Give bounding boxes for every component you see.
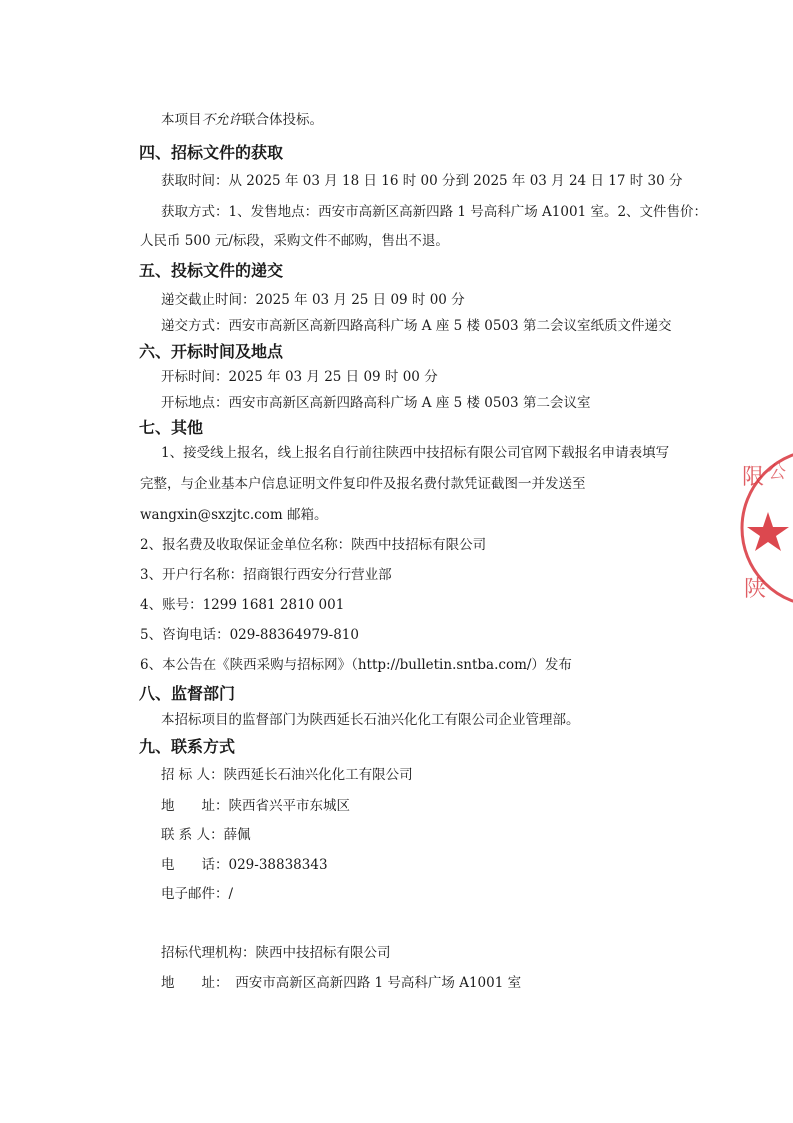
sec4-acquire-method-line2: 人民币 500 元/标段，采购文件不邮购，售出不退。 [140,233,449,249]
intro-post: 联合体投标。 [242,112,323,128]
intro-pre: 本项目 [161,112,202,128]
sec7-item1-line1: 1、接受线上报名，线上报名自行前往陕西中技招标有限公司官网下载报名申请表填写 [161,445,670,461]
section-6-heading: 六、开标时间及地点 [139,342,284,361]
intro-not-allowed: 不允许 [201,112,242,128]
section-5-heading: 五、投标文件的递交 [139,261,284,280]
sec9-agency: 招标代理机构：陕西中技招标有限公司 [161,945,391,961]
sec9-phone: 电 话：029-38838343 [161,857,328,873]
sec7-item3: 3、开户行名称：招商银行西安分行营业部 [140,567,392,583]
sec9-agency-address: 地 址： 西安市高新区高新四路 1 号高科广场 A1001 室 [161,975,522,991]
sec9-email: 电子邮件：/ [161,886,234,902]
sec5-deadline: 递交截止时间：2025 年 03 月 25 日 09 时 00 分 [161,292,465,308]
sec7-item5: 5、咨询电话：029-88364979-810 [140,627,359,643]
sec8-text: 本招标项目的监督部门为陕西延长石油兴化化工有限公司企业管理部。 [161,712,580,728]
sec4-acquire-method-line1: 获取方式：1、发售地点：西安市高新区高新四路 1 号高科广场 A1001 室。2、文件售价： [161,204,708,220]
section-4-heading: 四、招标文件的获取 [139,143,284,162]
section-9-heading: 九、联系方式 [139,737,236,756]
section-8-heading: 八、监督部门 [139,684,236,703]
sec6-open-place: 开标地点：西安市高新区高新四路高科广场 A 座 5 楼 0503 第二会议室 [161,395,591,411]
sec7-item4: 4、账号：1299 1681 2810 001 [140,597,345,613]
intro-line [161,111,323,129]
sec7-item2: 2、报名费及收取保证金单位名称：陕西中技招标有限公司 [140,537,487,553]
svg-text:公: 公 [768,462,786,483]
sec7-item6: 6、本公告在《陕西采购与招标网》（http://bulletin.sntba.com/）发布 [140,657,572,673]
svg-text:限: 限 [742,465,765,490]
section-7-heading: 七、其他 [139,418,204,437]
sec9-address: 地 址：陕西省兴平市东城区 [161,798,350,814]
sec9-contact: 联 系 人：薛佩 [161,827,251,843]
company-seal-stamp [728,440,793,620]
svg-text:陕: 陕 [744,577,767,602]
sec9-tenderer: 招 标 人：陕西延长石油兴化化工有限公司 [161,767,413,783]
sec5-method: 递交方式：西安市高新区高新四路高科广场 A 座 5 楼 0503 第二会议室纸质文件递交 [161,318,672,334]
sec6-open-time: 开标时间：2025 年 03 月 25 日 09 时 00 分 [161,369,438,385]
sec4-acquire-time: 获取时间：从 2025 年 03 月 18 日 16 时 00 分到 2025 年 03 月 24 日 17 时 30 分 [161,173,683,189]
sec7-item1-line3: wangxin@sxzjtc.com 邮箱。 [140,507,328,523]
sec7-item1-line2: 完整，与企业基本户信息证明文件复印件及报名费付款凭证截图一并发送至 [140,476,586,492]
